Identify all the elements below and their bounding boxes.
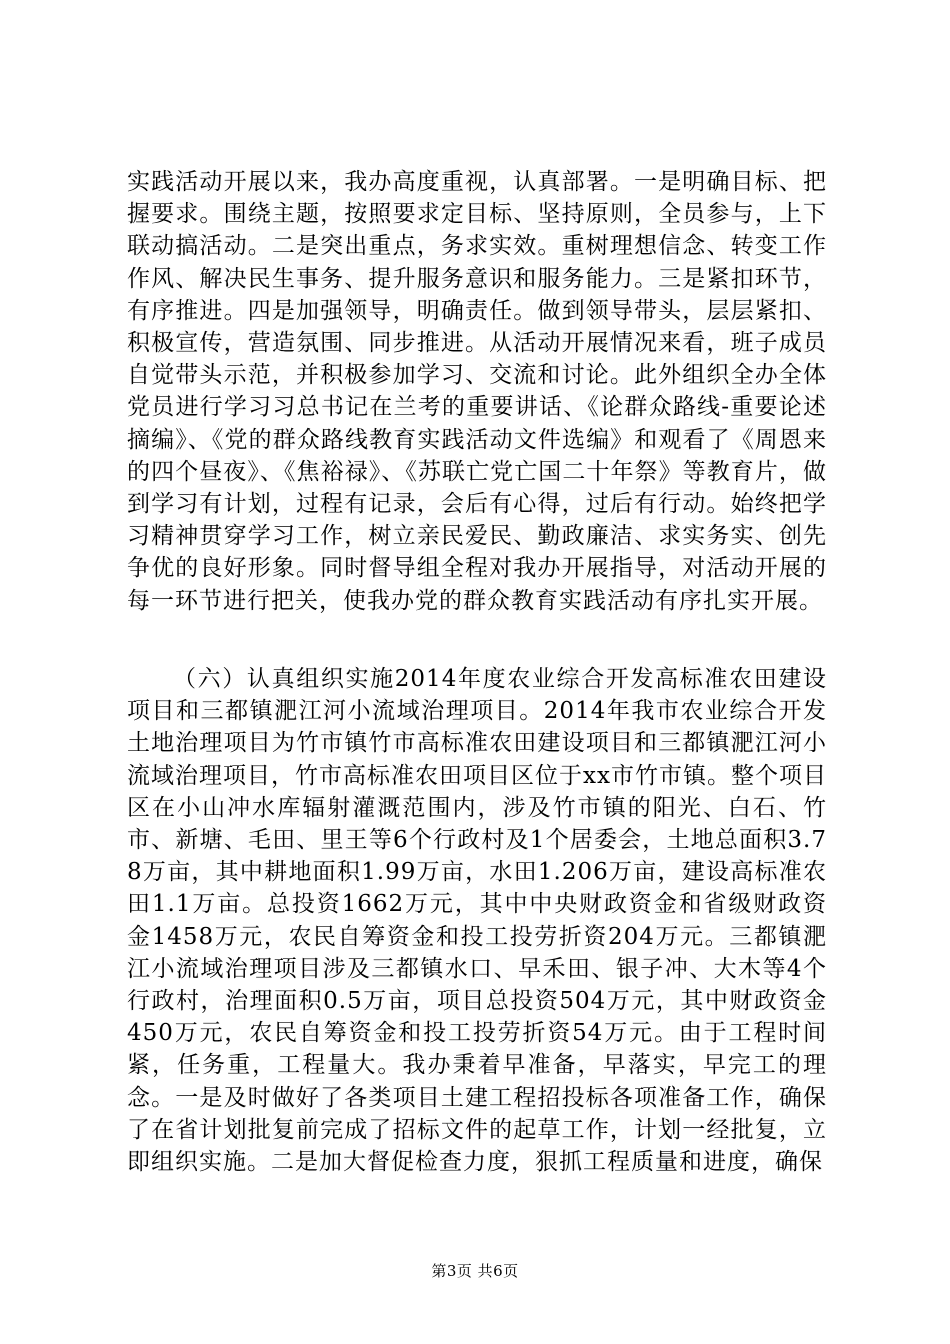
body-paragraph-activity-summary: 实践活动开展以来，我办高度重视，认真部署。一是明确目标、把握要求。围绕主题，按照要求定目标、坚持原则，全员参与，上下联动搞活动。二是突出重点，务求实效。重树理想信念、转变工作作风、解决民生事务、提升服务意识和服务能力。三是紧扣环节，有序推进。四是加强领导，明确责任。做到领导带头，层层紧扣、积极宣传，营造氛围、同步推进。从活动开展情况来看，班子成员自觉带头示范，并积极参加学习、交流和讨论。此外组织全办全体党员进行学习习总书记在兰考的重要讲话、《论群众路线-重要论述摘编》、《党的群众路线教育实践活动文件选编》和观看了《周恩来的四个昼夜》、《焦裕禄》、《苏联亡党亡国二十年祭》等教育片，做到学习有计划，过程有记录，会后有心得，过后有行动。始终把学习精神贯穿学习工作，树立亲民爱民、勤政廉洁、求实务实、创先争优的良好形象。同时督导组全程对我办开展指导，对活动开展的每一环节进行把关，使我办党的群众教育实践活动有序扎实开展。 xyxy=(127,169,827,614)
page-number-footer: 第3页 共6页 xyxy=(431,1262,519,1280)
body-paragraph-farmland-project: （六）认真组织实施2014年度农业综合开发高标准农田建设项目和三都镇淝江河小流域治理项目。2014年我市农业综合开发土地治理项目为竹市镇竹市高标准农田建设项目和三都镇淝江河小流域治理项目，竹市高标准农田项目区位于xx市竹市镇。整个项目区在小山冲水库辐射灌溉范围内，涉及竹市镇的阳光、白石、竹市、新塘、毛田、里王等6个行政村及1个居委会，土地总面积3.78万亩，其中耕地面积1.99万亩，水田1.206万亩，建设高标准农田1.1万亩。总投资1662万元，其中中央财政资金和省级财政资金1458万元，农民自筹资金和投工投劳折资204万元。三都镇淝江小流域治理项目涉及三都镇水口、早禾田、银子冲、大木等4个行政村，治理面积0.5万亩，项目总投资504万元，其中财政资金450万元，农民自筹资金和投工投劳折资54万元。由于工程时间紧，任务重，工程量大。我办秉着早准备，早落实，早完工的理念。一是及时做好了各类项目土建工程招投标各项准备工作，确保了在省计划批复前完成了招标文件的起草工作，计划一经批复，立即组织实施。二是加大督促检查力度，狠抓工程质量和进度，确保 xyxy=(127,666,827,1176)
